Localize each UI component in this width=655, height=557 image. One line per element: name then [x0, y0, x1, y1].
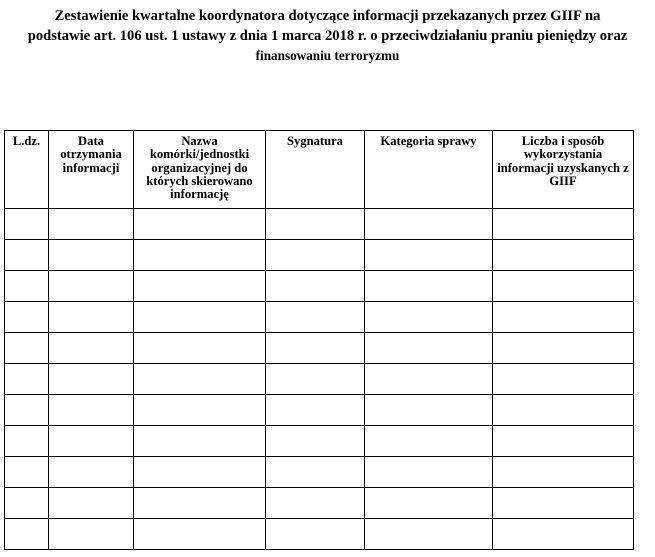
title-line-3: finansowaniu terroryzmu [255, 48, 400, 63]
table-cell [5, 271, 49, 302]
column-header-date-received: Data otrzymania informacji [49, 131, 134, 209]
table-row [5, 519, 634, 550]
table-cell [493, 271, 634, 302]
table-cell [266, 240, 365, 271]
table-row [5, 488, 634, 519]
table-row [5, 426, 634, 457]
table-cell [493, 488, 634, 519]
table-cell [266, 488, 365, 519]
table-row [5, 209, 634, 240]
table-cell [5, 426, 49, 457]
table-cell [49, 302, 134, 333]
table-cell [365, 240, 493, 271]
title-line-2: podstawie art. 106 ust. 1 ustawy z dnia 1 marca 2018 r. o przeciwdziałaniu praniu pieniędzy oraz [27, 28, 628, 44]
table-cell [493, 426, 634, 457]
table-cell [365, 271, 493, 302]
table-row [5, 457, 634, 488]
table-cell [134, 426, 266, 457]
column-header-case-category: Kategoria sprawy [365, 131, 493, 209]
table-cell [134, 333, 266, 364]
table-cell [134, 395, 266, 426]
table-cell [134, 271, 266, 302]
quarterly-report-table [4, 130, 634, 550]
table-cell [266, 302, 365, 333]
table-cell [134, 519, 266, 550]
table-cell [5, 364, 49, 395]
table-cell [493, 395, 634, 426]
table-cell [365, 457, 493, 488]
table-cell [134, 488, 266, 519]
table-cell [49, 457, 134, 488]
table-cell [266, 395, 365, 426]
table-cell [266, 271, 365, 302]
table-row [5, 395, 634, 426]
table-cell [49, 519, 134, 550]
table-cell [365, 519, 493, 550]
table-cell [5, 333, 49, 364]
table-cell [365, 426, 493, 457]
table-cell [5, 302, 49, 333]
table-cell [5, 488, 49, 519]
table-cell [49, 364, 134, 395]
table-cell [365, 488, 493, 519]
table-cell [365, 209, 493, 240]
document-title [0, 6, 655, 66]
table-cell [134, 240, 266, 271]
table-cell [49, 333, 134, 364]
table-cell [5, 240, 49, 271]
column-header-signature: Sygnatura [266, 131, 365, 209]
column-header-ldz: L.dz. [5, 131, 49, 209]
table-cell [365, 395, 493, 426]
table-cell [266, 457, 365, 488]
table-cell [365, 333, 493, 364]
table-cell [493, 364, 634, 395]
table-cell [49, 209, 134, 240]
title-line-1: Zestawienie kwartalne koordynatora dotyczące informacji przekazanych przez GIIF na [54, 8, 601, 24]
table-cell [493, 209, 634, 240]
table-cell [49, 488, 134, 519]
table-cell [49, 426, 134, 457]
table-cell [493, 519, 634, 550]
table-cell [493, 457, 634, 488]
table-body [5, 209, 634, 550]
table-cell [266, 209, 365, 240]
table-row [5, 302, 634, 333]
table-cell [266, 519, 365, 550]
table-header-row [5, 131, 634, 209]
table-row [5, 271, 634, 302]
table-cell [134, 457, 266, 488]
table-cell [134, 364, 266, 395]
table-cell [493, 333, 634, 364]
table-cell [266, 333, 365, 364]
table-cell [5, 209, 49, 240]
table-cell [365, 364, 493, 395]
table-cell [49, 271, 134, 302]
table-cell [493, 240, 634, 271]
table-cell [5, 457, 49, 488]
table-cell [134, 302, 266, 333]
column-header-unit-name: Nazwa komórki/jednostki organizacyjnej do których skierowano informację [134, 131, 266, 209]
table-row [5, 333, 634, 364]
table-cell [5, 395, 49, 426]
table-cell [266, 426, 365, 457]
table-row [5, 240, 634, 271]
column-header-usage: Liczba i sposób wykorzystania informacji uzyskanych z GIIF [493, 131, 634, 209]
table-cell [5, 519, 49, 550]
table-cell [493, 302, 634, 333]
table-cell [134, 209, 266, 240]
table-cell [49, 395, 134, 426]
table-cell [365, 302, 493, 333]
table-row [5, 364, 634, 395]
table-cell [49, 240, 134, 271]
table-cell [266, 364, 365, 395]
